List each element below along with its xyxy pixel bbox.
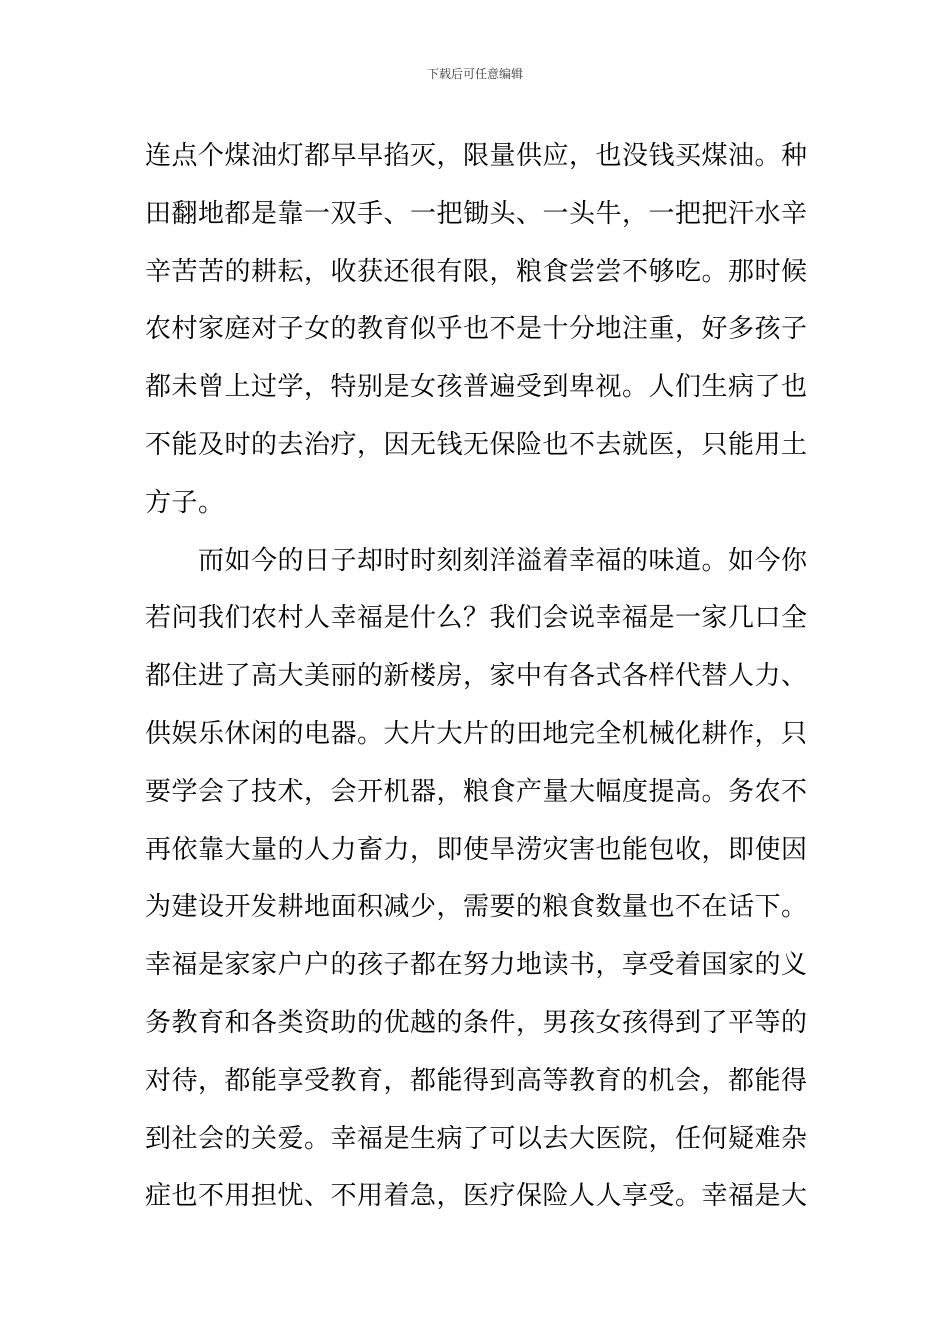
text-line: 农村家庭对子女的教育似乎也不是十分地注重，好多孩子 bbox=[145, 314, 808, 345]
text-line: 到社会的关爱。幸福是生病了可以去大医院，任何疑难杂 bbox=[145, 1123, 808, 1154]
text-line: 连点个煤油灯都早早掐灭，限量供应，也没钱买煤油。种 bbox=[145, 141, 808, 171]
text-line: 务教育和各类资助的优越的条件，男孩女孩得到了平等的 bbox=[145, 1007, 808, 1038]
text-line: 而如今的日子却时时刻刻洋溢着幸福的味道。如今你 bbox=[145, 545, 808, 576]
text-line: 都未曾上过学，特别是女孩普遍受到卑视。人们生病了也 bbox=[145, 372, 808, 403]
text-line: 不能及时的去治疗，因无钱无保险也不去就医，只能用土 bbox=[145, 429, 808, 460]
text-line: 都住进了高大美丽的新楼房，家中有各式各样代替人力、 bbox=[145, 661, 808, 692]
page-header-note: 下载后可任意编辑 bbox=[426, 67, 523, 81]
text-line: 症也不用担忧、不用着急，医疗保险人人享受。幸福是大 bbox=[145, 1181, 808, 1212]
text-line: 要学会了技术，会开机器，粮食产量大幅度提高。务农不 bbox=[145, 776, 808, 807]
text-line: 方子。 bbox=[145, 487, 225, 518]
text-line: 再依靠大量的人力畜力，即使旱涝灾害也能包收，即使因 bbox=[145, 834, 808, 865]
text-line: 辛苦苦的耕耘，收获还很有限，粮食尝尝不够吃。那时候 bbox=[145, 256, 808, 287]
text-line: 田翻地都是靠一双手、一把锄头、一头牛，一把把汗水辛 bbox=[145, 198, 808, 229]
text-line: 幸福是家家户户的孩子都在努力地读书，享受着国家的义 bbox=[145, 950, 808, 981]
text-line: 若问我们农村人幸福是什么？我们会说幸福是一家几口全 bbox=[145, 603, 808, 634]
text-line: 供娱乐休闲的电器。大片大片的田地完全机械化耕作，只 bbox=[145, 718, 808, 749]
text-line: 对待，都能享受教育，都能得到高等教育的机会，都能得 bbox=[145, 1065, 808, 1096]
body-text bbox=[145, 128, 810, 1226]
text-line: 为建设开发耕地面积减少，需要的粮食数量也不在话下。 bbox=[145, 892, 808, 923]
